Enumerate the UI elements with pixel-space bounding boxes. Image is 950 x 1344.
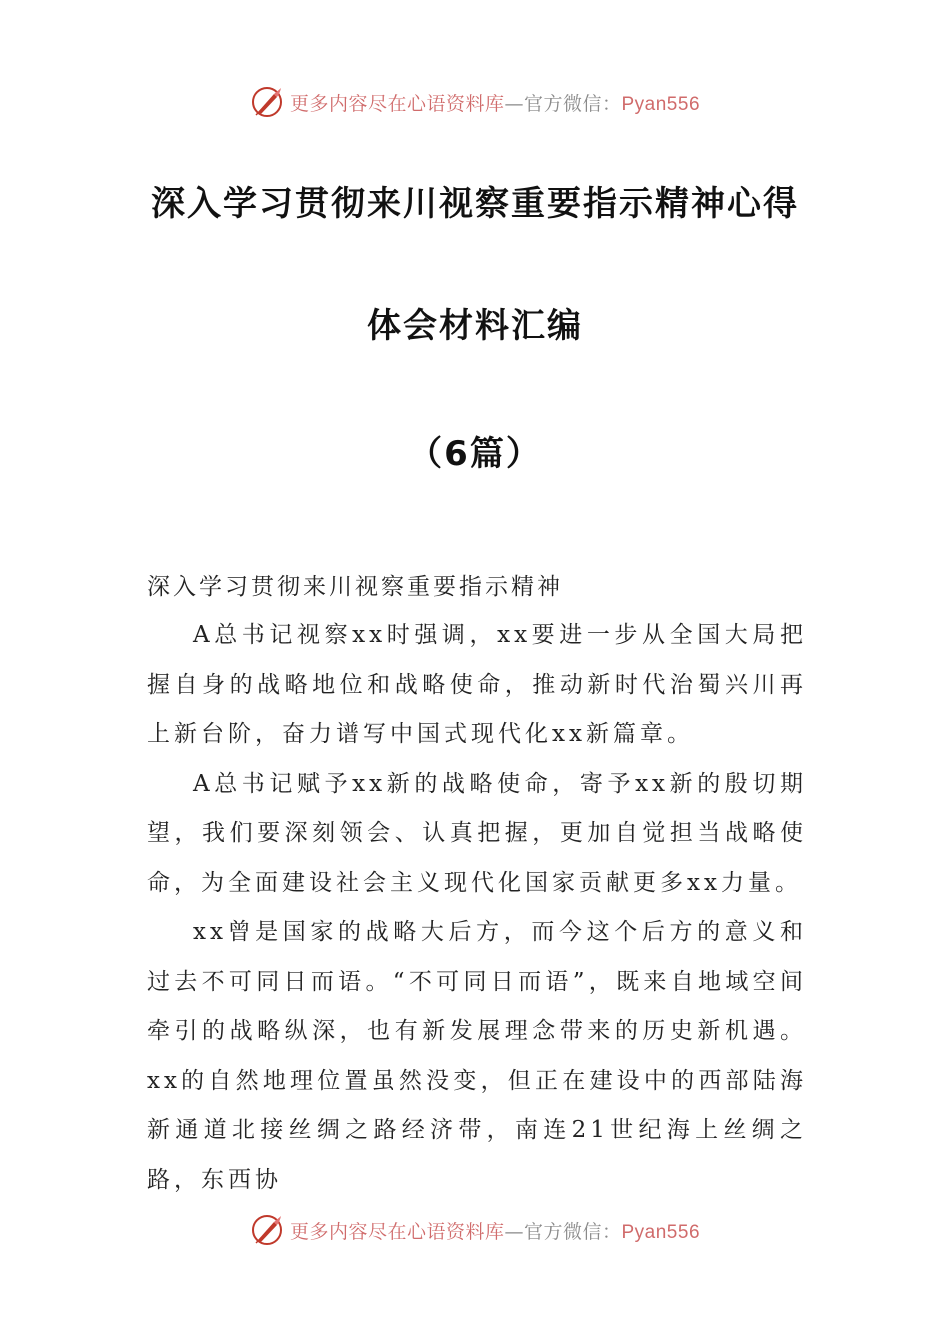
- paragraph-2: A总书记赋予xx新的战略使命，寄予xx新的殷切期望，我们要深刻领会、认真把握，更加自觉担当战略使命，为全面建设社会主义现代化国家贡献更多xx力量。: [147, 770, 807, 896]
- watermark-dash: —: [504, 1220, 524, 1243]
- document-title-line-2: 体会材料汇编: [367, 306, 583, 346]
- document-title-count: （6篇）: [408, 434, 542, 474]
- watermark-wechat-label: 官方微信：: [523, 1220, 622, 1243]
- watermark-text: [290, 1217, 700, 1244]
- watermark-banner-top: [0, 84, 950, 120]
- watermark-main: 更多内容尽在心语资料库: [289, 92, 505, 115]
- document-title-line-1: 深入学习贯彻来川视察重要指示精神心得: [151, 184, 799, 224]
- paragraph-1: A总书记视察xx时强调，xx要进一步从全国大局把握自身的战略地位和战略使命，推动新时代治蜀兴川再上新台阶，奋力谱写中国式现代化xx新篇章。: [147, 622, 807, 747]
- watermark-banner-bottom: [0, 1212, 950, 1248]
- watermark-dash: —: [504, 92, 524, 115]
- watermark-text: [290, 89, 700, 116]
- watermark-wechat-id: Pyan556: [621, 1221, 701, 1243]
- watermark-main: 更多内容尽在心语资料库: [289, 1220, 505, 1243]
- paragraph-3: xx曾是国家的战略大后方，而今这个后方的意义和过去不可同日而语。“不可同日而语”，既来自地域空间牵引的战略纵深，也有新发展理念带来的历史新机遇。xx的自然地理位置虽然没变，但正在建设中的西部陆海新通道北接丝绸之路经济带，南连21世纪海上丝绸之路，东西协: [147, 919, 807, 1193]
- watermark-wechat-label: 官方微信：: [523, 92, 622, 115]
- body-text: [147, 611, 807, 1205]
- quill-logo-icon: [250, 1213, 284, 1247]
- quill-logo-icon: [250, 85, 284, 119]
- watermark-wechat-id: Pyan556: [621, 93, 701, 115]
- section-heading: 深入学习贯彻来川视察重要指示精神: [147, 574, 563, 600]
